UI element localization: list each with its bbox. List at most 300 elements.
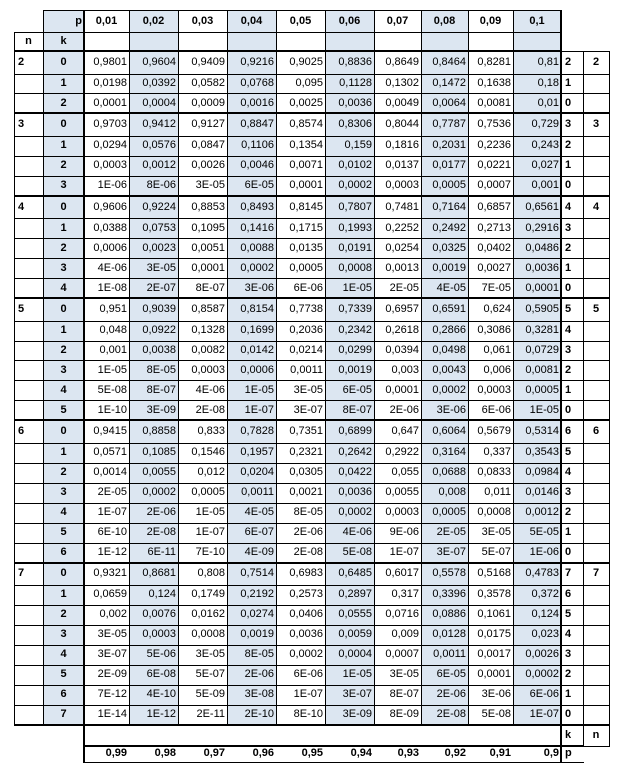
probability-cell: 7E-05 bbox=[481, 281, 511, 294]
probability-cell: 0,0008 bbox=[338, 261, 372, 274]
k-right-value: 5 bbox=[565, 608, 572, 621]
grid-line bbox=[129, 10, 130, 726]
probability-cell: 2E-11 bbox=[196, 708, 225, 721]
k-value: 0 bbox=[60, 425, 67, 438]
n-right-value bbox=[583, 503, 609, 523]
k-right-value: 4 bbox=[565, 466, 572, 479]
k-right-value: 5 bbox=[565, 446, 572, 459]
probability-cell: 0,1472 bbox=[432, 76, 466, 89]
probability-cell: 0,6983 bbox=[289, 567, 323, 580]
probability-cell: 0,8853 bbox=[191, 200, 225, 213]
probability-cell: 0,0392 bbox=[142, 76, 176, 89]
probability-cell: 0,006 bbox=[483, 363, 511, 376]
grid-line bbox=[227, 10, 228, 726]
probability-cell: 0,055 bbox=[391, 466, 419, 479]
probability-cell: 0,7787 bbox=[432, 118, 466, 131]
probability-cell: 0,0177 bbox=[432, 159, 466, 172]
probability-cell: 8E-07 bbox=[389, 688, 419, 701]
probability-cell: 0,0984 bbox=[525, 466, 559, 479]
probability-cell: 3E-07 bbox=[436, 546, 466, 559]
k-right-value: 0 bbox=[565, 546, 572, 559]
probability-cell: 5E-06 bbox=[146, 648, 176, 661]
k-value: 5 bbox=[60, 403, 67, 416]
grid-line bbox=[468, 10, 469, 726]
probability-cell: 0,3396 bbox=[432, 588, 466, 601]
n-label: n bbox=[25, 35, 32, 47]
grid-line bbox=[14, 112, 610, 114]
n-value bbox=[14, 74, 43, 94]
k-right-value: 3 bbox=[565, 221, 572, 234]
probability-cell: 8E-06 bbox=[146, 179, 176, 192]
k-right-value: 7 bbox=[565, 567, 572, 580]
probability-cell: 0,8858 bbox=[142, 425, 176, 438]
probability-cell: 0,0001 bbox=[289, 179, 323, 192]
probability-cell: 3E-05 bbox=[195, 648, 225, 661]
probability-cell: 0,0002 bbox=[338, 506, 372, 519]
k-value: 5 bbox=[60, 668, 67, 681]
n-right-value bbox=[583, 483, 609, 503]
probability-cell: 5E-08 bbox=[481, 708, 511, 721]
k-value: 1 bbox=[60, 139, 67, 152]
probability-cell: 0,5679 bbox=[477, 425, 511, 438]
grid-line bbox=[14, 443, 610, 444]
probability-cell: 0,1715 bbox=[289, 221, 323, 234]
n-right-value: 6 bbox=[592, 425, 600, 438]
probability-cell: 3E-05 bbox=[146, 261, 176, 274]
probability-cell: 0,0011 bbox=[433, 648, 466, 661]
grid-line bbox=[14, 380, 610, 381]
n-value bbox=[14, 645, 43, 665]
probability-cell: 6E-05 bbox=[436, 668, 466, 681]
probability-cell: 0,0043 bbox=[432, 363, 466, 376]
probability-cell: 0,0036 bbox=[289, 628, 323, 641]
probability-cell: 0,6064 bbox=[432, 425, 466, 438]
n-right-value bbox=[583, 341, 609, 361]
probability-cell: 5E-07 bbox=[195, 668, 225, 681]
k-value: 4 bbox=[60, 281, 67, 294]
grid-line bbox=[421, 10, 422, 726]
probability-cell: 0,3086 bbox=[477, 324, 511, 337]
k-value: 1 bbox=[60, 588, 67, 601]
probability-cell: 0,9321 bbox=[93, 567, 127, 580]
probability-cell: 4E-06 bbox=[97, 261, 127, 274]
probability-cell: 0,0002 bbox=[338, 179, 372, 192]
probability-cell: 0,0004 bbox=[142, 96, 176, 109]
probability-cell: 1E-05 bbox=[195, 506, 225, 519]
probability-cell: 0,0002 bbox=[525, 668, 559, 681]
probability-cell: 0,124 bbox=[531, 608, 559, 621]
grid-line bbox=[14, 645, 610, 646]
probability-cell: 2E-08 bbox=[436, 708, 466, 721]
probability-cell: 0,18 bbox=[537, 76, 559, 89]
probability-cell: 6E-11 bbox=[147, 546, 176, 559]
k-right-value: 4 bbox=[565, 628, 572, 641]
probability-cell: 0,061 bbox=[483, 343, 511, 356]
n-right-value bbox=[583, 176, 609, 196]
p-footer-5: 0,95 bbox=[301, 747, 323, 760]
probability-cell: 0,6591 bbox=[432, 302, 466, 315]
n-right-value bbox=[583, 543, 609, 563]
probability-cell: 0,0019 bbox=[240, 628, 274, 641]
probability-cell: 3E-07 bbox=[342, 688, 372, 701]
k-value: 5 bbox=[60, 526, 67, 539]
probability-cell: 2E-06 bbox=[244, 668, 274, 681]
probability-cell: 0,1128 bbox=[339, 76, 372, 89]
probability-cell: 1E-07 bbox=[195, 526, 225, 539]
probability-cell: 0,1328 bbox=[191, 324, 225, 337]
k-value: 2 bbox=[60, 608, 67, 621]
n-right-value bbox=[583, 605, 609, 625]
probability-cell: 0,0833 bbox=[477, 466, 511, 479]
probability-cell: 2E-06 bbox=[389, 403, 419, 416]
k-value: 2 bbox=[60, 343, 67, 356]
k-right-value: 2 bbox=[565, 668, 572, 681]
n-right-value: 4 bbox=[592, 200, 600, 213]
probability-cell: 0,0008 bbox=[477, 506, 511, 519]
n-value bbox=[14, 156, 43, 176]
probability-cell: 7E-10 bbox=[195, 546, 225, 559]
probability-cell: 0,0002 bbox=[240, 261, 274, 274]
probability-cell: 0,0008 bbox=[191, 628, 225, 641]
probability-cell: 0,0294 bbox=[93, 139, 127, 152]
probability-cell: 0,0002 bbox=[289, 648, 323, 661]
n-right-value bbox=[583, 218, 609, 238]
probability-cell: 0,0922 bbox=[142, 324, 176, 337]
probability-cell: 0,2713 bbox=[477, 221, 511, 234]
probability-cell: 2E-05 bbox=[97, 486, 127, 499]
probability-cell: 1E-06 bbox=[97, 179, 127, 192]
k-right-value: 1 bbox=[565, 261, 572, 274]
probability-cell: 0,81 bbox=[537, 55, 559, 68]
probability-cell: 8E-10 bbox=[293, 708, 323, 721]
grid-line bbox=[14, 218, 610, 219]
probability-cell: 0,048 bbox=[99, 324, 127, 337]
probability-cell: 0,0128 bbox=[432, 628, 466, 641]
k-right-value: 2 bbox=[565, 139, 572, 152]
probability-cell: 1E-07 bbox=[97, 506, 127, 519]
k-value: 4 bbox=[60, 506, 67, 519]
k-right-value: 4 bbox=[565, 200, 572, 213]
probability-cell: 0,0082 bbox=[191, 343, 225, 356]
k-right-value: 2 bbox=[565, 363, 572, 376]
probability-cell: 0,0486 bbox=[525, 241, 559, 254]
probability-cell: 1E-08 bbox=[97, 281, 127, 294]
probability-cell: 0,0081 bbox=[525, 363, 559, 376]
p-header-9: 0,09 bbox=[479, 14, 502, 27]
p-label: p bbox=[75, 14, 82, 27]
probability-cell: 4E-05 bbox=[244, 506, 274, 519]
probability-cell: 0,8847 bbox=[240, 118, 274, 131]
probability-cell: 2E-05 bbox=[436, 526, 466, 539]
k-value: 2 bbox=[60, 241, 67, 254]
probability-cell: 0,0001 bbox=[525, 281, 559, 294]
probability-cell: 0,1106 bbox=[241, 139, 274, 152]
p-header-3: 0,03 bbox=[191, 14, 214, 27]
probability-cell: 3E-05 bbox=[195, 179, 225, 192]
probability-cell: 0,3543 bbox=[525, 446, 559, 459]
probability-cell: 0,7164 bbox=[432, 200, 466, 213]
grid-line bbox=[14, 321, 610, 322]
probability-cell: 0,9606 bbox=[93, 200, 127, 213]
n-value: 7 bbox=[18, 567, 25, 580]
probability-cell: 0,2618 bbox=[385, 324, 419, 337]
probability-cell: 0,7738 bbox=[289, 302, 323, 315]
probability-cell: 1E-05 bbox=[342, 668, 372, 681]
grid-line bbox=[84, 745, 584, 747]
probability-cell: 0,124 bbox=[148, 588, 176, 601]
k-value: 6 bbox=[60, 546, 67, 559]
probability-cell: 0,8154 bbox=[240, 302, 274, 315]
n-right-value bbox=[583, 400, 609, 420]
n-value bbox=[14, 503, 43, 523]
p-footer-3: 0,97 bbox=[203, 747, 225, 760]
probability-cell: 0,2642 bbox=[338, 446, 372, 459]
probability-cell: 3E-05 bbox=[481, 526, 511, 539]
k-value: 2 bbox=[60, 96, 67, 109]
n-right-value: 2 bbox=[592, 55, 600, 68]
probability-cell: 0,0102 bbox=[338, 159, 372, 172]
probability-cell: 0,337 bbox=[483, 446, 511, 459]
probability-cell: 0,9415 bbox=[93, 425, 127, 438]
p-footer-1: 0,99 bbox=[105, 747, 127, 760]
grid-line bbox=[84, 762, 584, 763]
k-right-value: 6 bbox=[565, 425, 572, 438]
probability-cell: 0,1354 bbox=[289, 139, 323, 152]
probability-cell: 0,0021 bbox=[289, 486, 323, 499]
probability-cell: 0,0003 bbox=[93, 159, 127, 172]
n-value bbox=[14, 380, 43, 400]
probability-cell: 1E-12 bbox=[97, 546, 127, 559]
probability-cell: 0,243 bbox=[531, 139, 559, 152]
probability-cell: 0,0753 bbox=[142, 221, 176, 234]
probability-cell: 0,0036 bbox=[338, 486, 372, 499]
probability-cell: 0,317 bbox=[391, 588, 419, 601]
probability-cell: 0,7351 bbox=[289, 425, 323, 438]
probability-cell: 0,3164 bbox=[432, 446, 466, 459]
probability-cell: 6E-06 bbox=[293, 281, 323, 294]
probability-cell: 0,7339 bbox=[338, 302, 372, 315]
k-right-value: 0 bbox=[565, 708, 572, 721]
k-value: 3 bbox=[60, 363, 67, 376]
probability-cell: 1E-07 bbox=[389, 546, 419, 559]
probability-cell: 0,0012 bbox=[525, 506, 559, 519]
k-value: 0 bbox=[60, 200, 67, 213]
probability-cell: 1E-12 bbox=[146, 708, 176, 721]
probability-cell: 0,7481 bbox=[385, 200, 419, 213]
probability-cell: 0,5314 bbox=[525, 425, 559, 438]
probability-cell: 0,1095 bbox=[191, 221, 225, 234]
probability-cell: 1E-10 bbox=[97, 403, 127, 416]
n-right-value bbox=[583, 463, 609, 483]
k-right-value: 0 bbox=[565, 281, 572, 294]
probability-cell: 0,0014 bbox=[93, 466, 127, 479]
probability-cell: 0,0003 bbox=[191, 363, 225, 376]
probability-cell: 0,8587 bbox=[191, 302, 225, 315]
p-footer-6: 0,94 bbox=[350, 747, 372, 760]
k-right-value: 3 bbox=[565, 486, 572, 499]
probability-cell: 0,0571 bbox=[93, 446, 127, 459]
p-footer-10: 0,9 bbox=[543, 747, 559, 760]
probability-cell: 0,1699 bbox=[240, 324, 274, 337]
k-right-value: 0 bbox=[565, 179, 572, 192]
probability-cell: 0,0388 bbox=[93, 221, 127, 234]
probability-cell: 0,8574 bbox=[289, 118, 323, 131]
probability-cell: 0,8281 bbox=[477, 55, 511, 68]
probability-cell: 0,3578 bbox=[477, 588, 511, 601]
probability-cell: 0,1085 bbox=[142, 446, 176, 459]
p-header-10: 0,1 bbox=[529, 14, 545, 27]
n-right-value bbox=[583, 665, 609, 685]
probability-cell: 0,0198 bbox=[93, 76, 127, 89]
grid-line bbox=[560, 10, 562, 763]
probability-cell: 0,0886 bbox=[432, 608, 466, 621]
probability-cell: 0,9801 bbox=[93, 55, 127, 68]
k-value: 4 bbox=[60, 383, 67, 396]
probability-cell: 3E-09 bbox=[342, 708, 372, 721]
probability-cell: 0,2916 bbox=[525, 221, 559, 234]
probability-cell: 0,0688 bbox=[432, 466, 466, 479]
n-right-value: 5 bbox=[592, 302, 600, 315]
k-value: 3 bbox=[60, 261, 67, 274]
probability-cell: 0,0026 bbox=[191, 159, 225, 172]
n-value bbox=[14, 258, 43, 278]
probability-cell: 0,003 bbox=[391, 363, 419, 376]
n-right-value bbox=[583, 360, 609, 380]
probability-cell: 0,7807 bbox=[338, 200, 372, 213]
probability-cell: 0,808 bbox=[197, 567, 225, 580]
grid-line bbox=[14, 685, 610, 686]
grid-line bbox=[14, 32, 15, 726]
probability-cell: 0,0582 bbox=[191, 76, 225, 89]
grid-line bbox=[14, 50, 562, 52]
probability-cell: 2E-06 bbox=[293, 526, 323, 539]
probability-cell: 6E-08 bbox=[146, 668, 176, 681]
probability-cell: 0,0026 bbox=[525, 648, 559, 661]
probability-cell: 0,0081 bbox=[477, 96, 511, 109]
probability-cell: 0,0011 bbox=[241, 486, 274, 499]
probability-cell: 0,833 bbox=[197, 425, 225, 438]
probability-cell: 0,0064 bbox=[432, 96, 466, 109]
probability-cell: 0,0498 bbox=[432, 343, 466, 356]
probability-cell: 0,0019 bbox=[432, 261, 466, 274]
probability-cell: 0,0006 bbox=[93, 241, 127, 254]
n-value: 6 bbox=[18, 425, 25, 438]
n-value bbox=[14, 585, 43, 605]
probability-cell: 0,0002 bbox=[142, 486, 176, 499]
probability-cell: 1E-06 bbox=[529, 546, 559, 559]
grid-line bbox=[14, 360, 610, 361]
probability-cell: 0,0716 bbox=[385, 608, 419, 621]
k-value: 1 bbox=[60, 76, 67, 89]
grid-line bbox=[583, 51, 584, 747]
grid-line bbox=[513, 10, 514, 726]
probability-cell: 0,012 bbox=[197, 466, 225, 479]
probability-cell: 0,0005 bbox=[432, 506, 466, 519]
grid-line bbox=[14, 625, 610, 626]
k-value: 1 bbox=[60, 446, 67, 459]
probability-cell: 0,9224 bbox=[142, 200, 176, 213]
probability-cell: 0,0406 bbox=[289, 608, 323, 621]
p-footer-9: 0,91 bbox=[489, 747, 511, 760]
probability-cell: 0,0729 bbox=[525, 343, 559, 356]
probability-cell: 0,0005 bbox=[432, 179, 466, 192]
grid-line bbox=[14, 32, 562, 33]
n-right-value bbox=[583, 443, 609, 463]
probability-cell: 0,0768 bbox=[240, 76, 274, 89]
probability-cell: 2E-08 bbox=[293, 546, 323, 559]
n-right-value bbox=[583, 705, 609, 725]
probability-cell: 3E-07 bbox=[293, 403, 323, 416]
k-right-value: 1 bbox=[565, 76, 572, 89]
p-footer-label: p bbox=[565, 747, 572, 760]
probability-cell: 0,0036 bbox=[338, 96, 372, 109]
probability-cell: 0,0325 bbox=[432, 241, 466, 254]
probability-cell: 0,2492 bbox=[432, 221, 466, 234]
n-value bbox=[14, 400, 43, 420]
k-right-value: 1 bbox=[565, 159, 572, 172]
grid-line bbox=[43, 10, 44, 726]
n-right-value: 3 bbox=[592, 118, 600, 131]
probability-cell: 0,009 bbox=[391, 628, 419, 641]
probability-cell: 0,6017 bbox=[385, 567, 419, 580]
probability-cell: 2E-09 bbox=[97, 668, 127, 681]
n-value bbox=[14, 685, 43, 705]
probability-cell: 0,3281 bbox=[525, 324, 559, 337]
n-value bbox=[14, 93, 43, 113]
p-header-7: 0,07 bbox=[386, 14, 409, 27]
probability-cell: 6E-07 bbox=[244, 526, 274, 539]
probability-cell: 0,0076 bbox=[142, 608, 176, 621]
probability-cell: 0,9039 bbox=[142, 302, 176, 315]
probability-cell: 0,1061 bbox=[477, 608, 511, 621]
probability-cell: 0,8836 bbox=[338, 55, 372, 68]
probability-cell: 1E-05 bbox=[97, 363, 127, 376]
p-footer-7: 0,93 bbox=[397, 747, 419, 760]
grid-line bbox=[14, 156, 610, 157]
k-value: 1 bbox=[60, 324, 67, 337]
probability-cell: 0,095 bbox=[295, 76, 323, 89]
n-right-value bbox=[583, 380, 609, 400]
n-right-value bbox=[583, 685, 609, 705]
probability-cell: 3E-06 bbox=[481, 688, 511, 701]
probability-cell: 0,2866 bbox=[432, 324, 466, 337]
grid-line bbox=[14, 562, 610, 564]
probability-cell: 3E-05 bbox=[293, 383, 323, 396]
probability-cell: 0,1416 bbox=[240, 221, 274, 234]
probability-cell: 8E-05 bbox=[244, 648, 274, 661]
probability-cell: 0,729 bbox=[531, 118, 559, 131]
grid-line bbox=[14, 585, 610, 586]
probability-cell: 3E-08 bbox=[244, 688, 274, 701]
probability-cell: 0,0146 bbox=[525, 486, 559, 499]
p-header-6: 0,06 bbox=[338, 14, 361, 27]
probability-cell: 0,0007 bbox=[385, 648, 419, 661]
k-right-value: 4 bbox=[565, 324, 572, 337]
k-value: 4 bbox=[60, 648, 67, 661]
probability-cell: 3E-07 bbox=[97, 648, 127, 661]
probability-cell: 0,011 bbox=[484, 486, 511, 499]
n-right-value bbox=[583, 238, 609, 258]
n-value: 5 bbox=[18, 302, 25, 315]
probability-cell: 5E-08 bbox=[342, 546, 372, 559]
probability-cell: 5E-07 bbox=[481, 546, 511, 559]
probability-cell: 0,5905 bbox=[525, 302, 559, 315]
probability-cell: 0,2036 bbox=[289, 324, 323, 337]
n-right-value bbox=[583, 74, 609, 94]
probability-cell: 6E-06 bbox=[529, 688, 559, 701]
k-value: 1 bbox=[60, 221, 67, 234]
grid-line bbox=[14, 297, 610, 299]
